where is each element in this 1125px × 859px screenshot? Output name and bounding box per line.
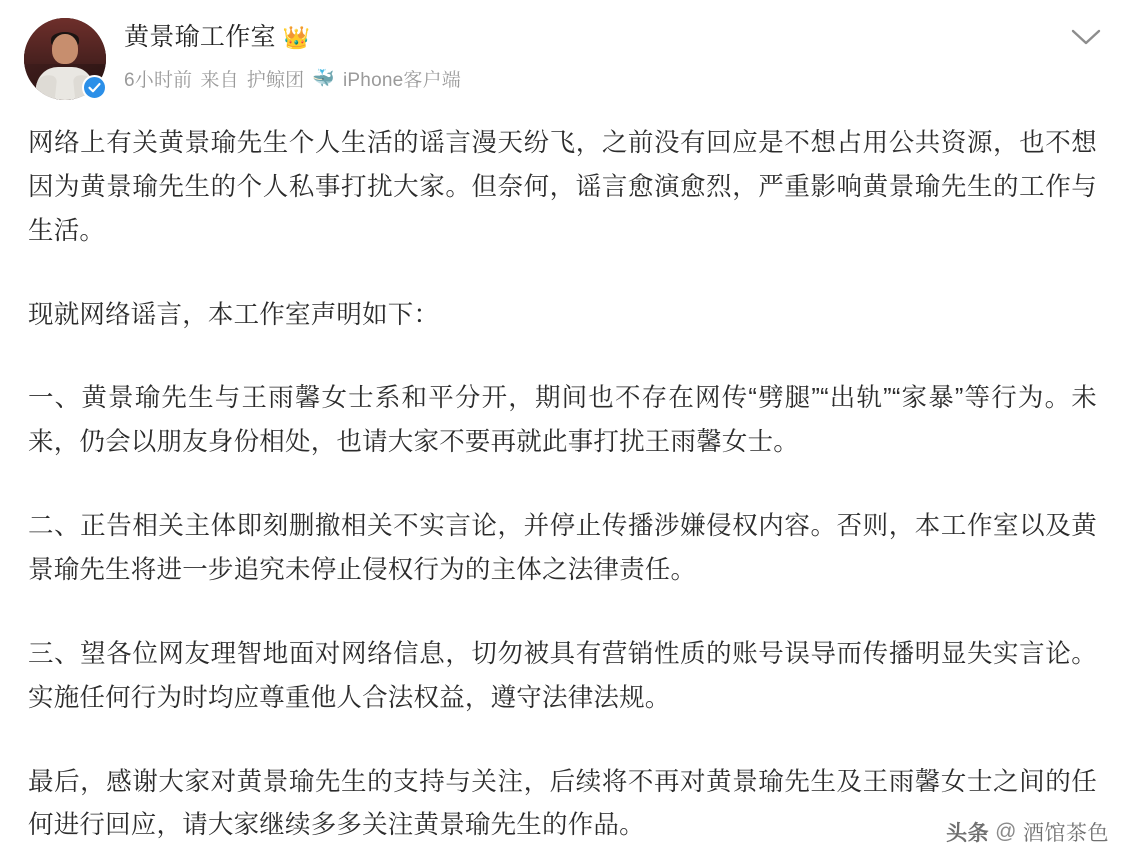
- name-row: [124, 22, 1101, 53]
- post-paragraph: 网络上有关黄景瑜先生个人生活的谣言漫天纷飞，之前没有回应是不想占用公共资源，也不想因为黄景瑜先生的个人私事打扰大家。但奈何，谣言愈演愈烈，严重影响黄景瑜先生的工作与生活。: [28, 129, 1097, 245]
- watermark-name: 酒馆茶色: [1023, 822, 1109, 845]
- watermark-platform: 头条: [946, 822, 990, 845]
- avatar-arm-left: [35, 74, 57, 100]
- post-paragraph: 最后，感谢大家对黄景瑜先生的支持与关注，后续将不再对黄景瑜先生及王雨馨女士之间的任何进行回应，请大家继续多多关注黄景瑜先生的作品。: [28, 767, 1097, 840]
- post-time: 6小时前: [124, 70, 193, 92]
- whale-icon: 🐳: [312, 68, 336, 89]
- watermark: [946, 817, 1109, 847]
- post-header: [0, 0, 1125, 100]
- post-paragraph: 二、正告相关主体即刻删撤相关不实言论，并停止传播涉嫌侵权内容。否则，本工作室以及黄景瑜先生将进一步追究未停止侵权行为的主体之法律责任。: [28, 512, 1097, 585]
- header-text: [124, 18, 1101, 92]
- avatar-head: [52, 34, 78, 64]
- post-content: [0, 100, 1125, 848]
- post-paragraph: 一、黄景瑜先生与王雨馨女士系和平分开，期间也不存在网传“劈腿”“出轨”“家暴”等行为。未来，仍会以朋友身份相处，也请大家不要再就此事打扰王雨馨女士。: [28, 384, 1097, 457]
- post-client: iPhone客户端: [343, 70, 461, 92]
- verified-check-icon: [82, 75, 107, 100]
- crown-icon: 👑: [282, 24, 311, 50]
- post-paragraph: 三、望各位网友理智地面对网络信息，切勿被具有营销性质的账号误导而传播明显失实言论。实施任何行为时均应尊重他人合法权益，遵守法律法规。: [28, 639, 1097, 712]
- post-paragraph: 现就网络谣言，本工作室声明如下：: [28, 300, 440, 329]
- watermark-at: @: [995, 820, 1017, 843]
- author-name[interactable]: 黄景瑜工作室: [124, 23, 276, 51]
- post-meta: [124, 65, 1101, 92]
- from-label: 来自: [200, 70, 239, 92]
- post-source[interactable]: 护鲸团: [246, 70, 305, 92]
- avatar[interactable]: [24, 18, 106, 100]
- chevron-down-icon[interactable]: [1065, 16, 1107, 58]
